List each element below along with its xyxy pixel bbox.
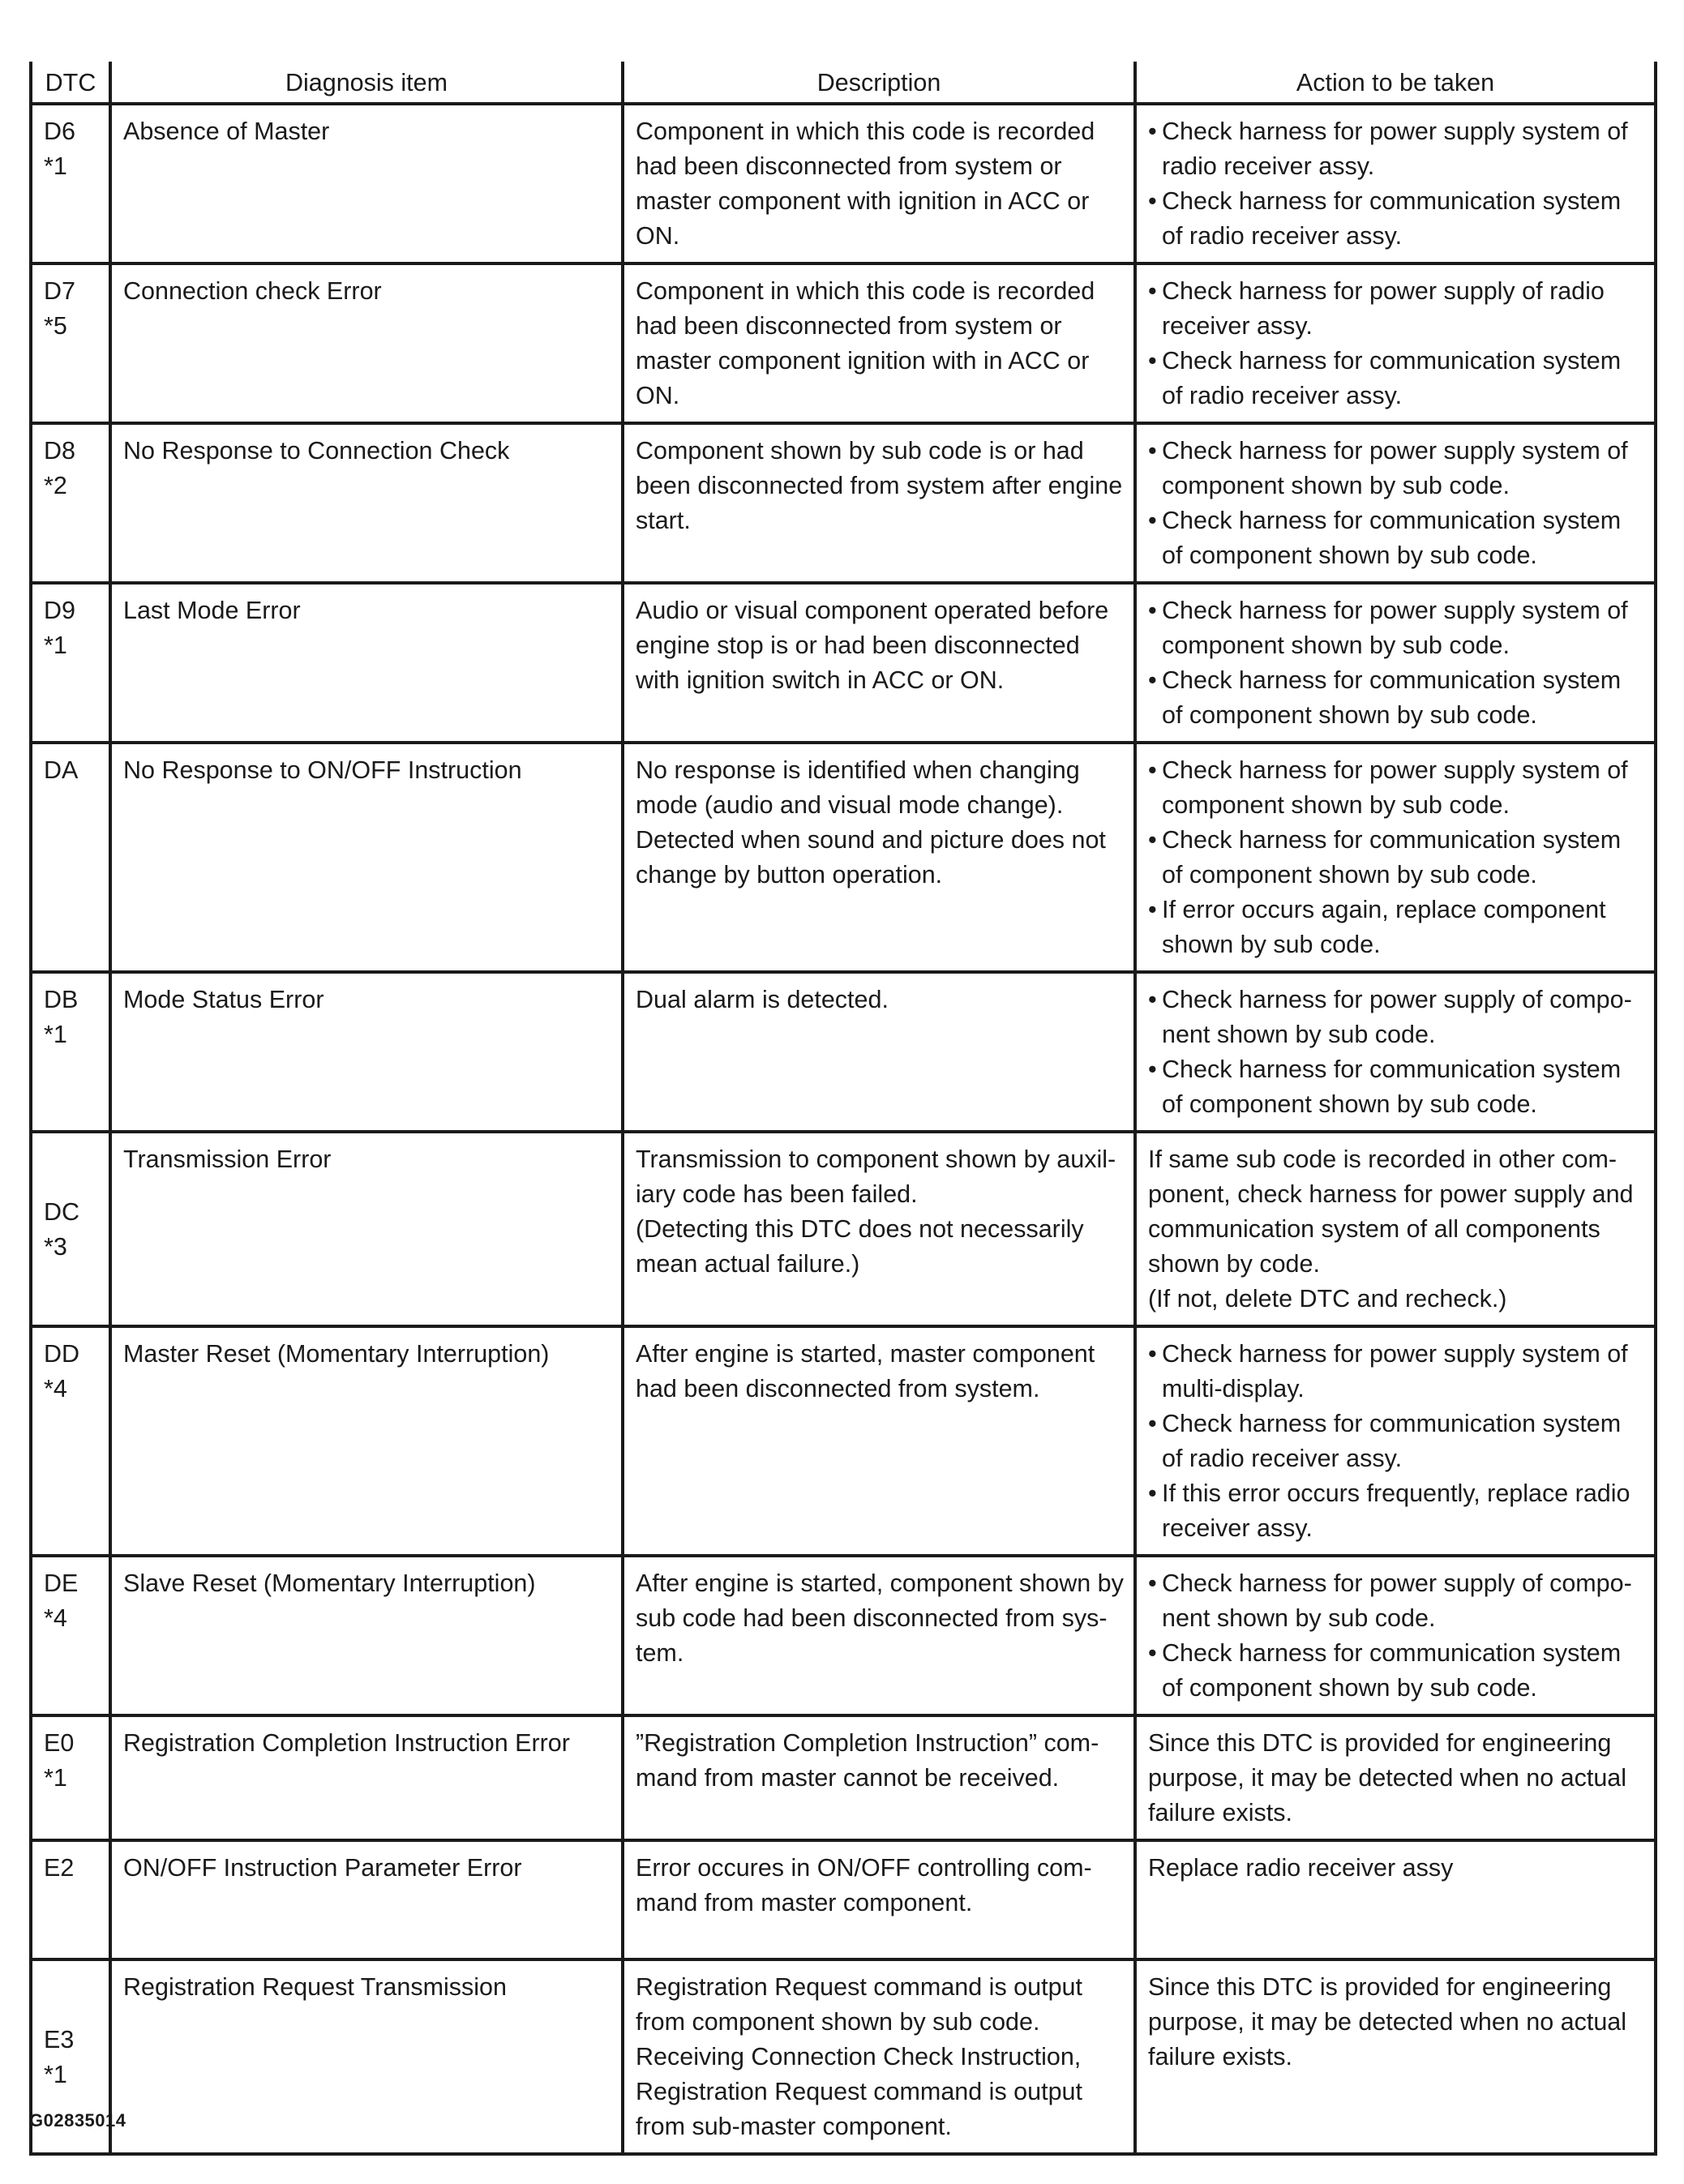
description-line: ON. bbox=[636, 382, 680, 409]
action-line: • If this error occurs frequently, replace radio bbox=[1162, 1480, 1630, 1507]
description-cell bbox=[623, 1715, 1135, 1840]
table-row bbox=[31, 423, 1656, 583]
dtc-note: *5 bbox=[44, 312, 67, 340]
table-row bbox=[31, 583, 1656, 743]
diagnosis-item-cell: Master Reset (Momentary Interruption) bbox=[110, 1326, 623, 1556]
description-line: Dual alarm is detected. bbox=[636, 986, 889, 1013]
action-line: • Check harness for communication system bbox=[1162, 347, 1622, 375]
description-cell bbox=[623, 583, 1135, 743]
action-item bbox=[1148, 503, 1644, 573]
action-item bbox=[1148, 1476, 1644, 1546]
action-line: • Check harness for power supply of compo- bbox=[1162, 1569, 1632, 1597]
action-line: Since this DTC is provided for engineering bbox=[1148, 1973, 1612, 2001]
action-line: of component shown by sub code. bbox=[1162, 701, 1537, 729]
dtc-code: DC bbox=[44, 1197, 80, 1226]
table-row bbox=[31, 104, 1656, 263]
action-line: • Check harness for power supply of compo- bbox=[1162, 986, 1632, 1013]
action-line: • Check harness for communication system bbox=[1162, 666, 1622, 694]
action-item bbox=[1148, 823, 1644, 893]
diagnosis-item-cell: No Response to Connection Check bbox=[110, 423, 623, 583]
diagnosis-item-cell: Mode Status Error bbox=[110, 972, 623, 1132]
action-line: • Check harness for communication system bbox=[1162, 187, 1622, 215]
description-line: tem. bbox=[636, 1639, 684, 1667]
action-item bbox=[1148, 1636, 1644, 1706]
dtc-note: *1 bbox=[44, 632, 67, 659]
action-line: of component shown by sub code. bbox=[1162, 1090, 1537, 1118]
description-line: iary code has been failed. bbox=[636, 1180, 918, 1208]
description-cell bbox=[623, 972, 1135, 1132]
description-line: master component with ignition in ACC or bbox=[636, 187, 1090, 215]
action-line: nent shown by sub code. bbox=[1162, 1604, 1436, 1632]
action-line: radio receiver assy. bbox=[1162, 152, 1375, 180]
action-list bbox=[1148, 274, 1644, 413]
action-list bbox=[1148, 593, 1644, 733]
dtc-cell bbox=[31, 104, 110, 263]
action-cell bbox=[1135, 1556, 1656, 1715]
description-line: master component ignition with in ACC or bbox=[636, 347, 1090, 375]
description-line: engine stop is or had been disconnected bbox=[636, 632, 1080, 659]
dtc-cell bbox=[31, 1840, 110, 1959]
diagnosis-item-cell: Transmission Error bbox=[110, 1132, 623, 1326]
action-item bbox=[1148, 983, 1644, 1052]
action-item bbox=[1148, 1052, 1644, 1122]
action-item bbox=[1148, 893, 1644, 962]
diagnosis-item-cell: No Response to ON/OFF Instruction bbox=[110, 743, 623, 972]
action-item bbox=[1148, 344, 1644, 413]
action-line: purpose, it may be detected when no actual bbox=[1148, 2008, 1627, 2036]
header-action: Action to be taken bbox=[1135, 62, 1656, 104]
action-line: • Check harness for communication system bbox=[1162, 1639, 1622, 1667]
action-line: component shown by sub code. bbox=[1162, 632, 1510, 659]
action-line: • Check harness for communication system bbox=[1162, 1410, 1622, 1437]
action-cell bbox=[1135, 583, 1656, 743]
action-line: • If error occurs again, replace component bbox=[1162, 896, 1606, 923]
action-cell bbox=[1135, 263, 1656, 423]
description-cell bbox=[623, 423, 1135, 583]
description-line: Registration Request command is output bbox=[636, 1973, 1082, 2001]
dtc-cell bbox=[31, 1715, 110, 1840]
table-row bbox=[31, 1959, 1656, 2154]
description-cell bbox=[623, 1556, 1135, 1715]
action-cell bbox=[1135, 1715, 1656, 1840]
action-line: of component shown by sub code. bbox=[1162, 542, 1537, 569]
action-cell bbox=[1135, 1326, 1656, 1556]
description-line: mand from master cannot be received. bbox=[636, 1764, 1060, 1792]
description-cell bbox=[623, 104, 1135, 263]
description-line: mode (audio and visual mode change). bbox=[636, 791, 1064, 819]
action-line: purpose, it may be detected when no actual bbox=[1148, 1764, 1627, 1792]
description-cell bbox=[623, 1840, 1135, 1959]
action-line: Replace radio receiver assy bbox=[1148, 1854, 1454, 1882]
description-line: Transmission to component shown by auxil- bbox=[636, 1146, 1116, 1173]
description-line: ”Registration Completion Instruction” com- bbox=[636, 1729, 1099, 1757]
diagnosis-item-cell: Last Mode Error bbox=[110, 583, 623, 743]
description-line: change by button operation. bbox=[636, 861, 943, 889]
action-item bbox=[1148, 753, 1644, 823]
description-cell bbox=[623, 743, 1135, 972]
diagnosis-item-cell: Connection check Error bbox=[110, 263, 623, 423]
action-line: of radio receiver assy. bbox=[1162, 1445, 1403, 1472]
table-row bbox=[31, 972, 1656, 1132]
action-item bbox=[1148, 114, 1644, 184]
dtc-code: D8 bbox=[44, 437, 75, 465]
description-line: Detected when sound and picture does not bbox=[636, 826, 1106, 854]
header-diagnosis-item: Diagnosis item bbox=[110, 62, 623, 104]
dtc-note: *2 bbox=[44, 472, 67, 499]
description-line: (Detecting this DTC does not necessarily bbox=[636, 1215, 1084, 1243]
dtc-code: D9 bbox=[44, 597, 75, 624]
description-line: No response is identified when changing bbox=[636, 756, 1080, 784]
description-line: mean actual failure.) bbox=[636, 1250, 860, 1278]
action-line: • Check harness for power supply system of bbox=[1162, 597, 1628, 624]
action-line: failure exists. bbox=[1148, 2043, 1292, 2071]
table-row bbox=[31, 263, 1656, 423]
description-line: After engine is started, master component bbox=[636, 1340, 1095, 1368]
dtc-cell bbox=[31, 263, 110, 423]
dtc-code: DB bbox=[44, 986, 79, 1013]
diagnosis-item-cell: Registration Request Transmission bbox=[110, 1959, 623, 2154]
action-cell bbox=[1135, 743, 1656, 972]
action-item bbox=[1148, 1407, 1644, 1476]
action-line: of radio receiver assy. bbox=[1162, 222, 1403, 250]
action-line: • Check harness for communication system bbox=[1162, 507, 1622, 534]
dtc-cell bbox=[31, 1556, 110, 1715]
description-line: Component in which this code is recorded bbox=[636, 277, 1095, 305]
description-line: with ignition switch in ACC or ON. bbox=[636, 666, 1005, 694]
action-cell bbox=[1135, 1840, 1656, 1959]
action-line: • Check harness for communication system bbox=[1162, 826, 1622, 854]
dtc-cell bbox=[31, 1132, 110, 1326]
dtc-note: *4 bbox=[44, 1604, 67, 1632]
action-list bbox=[1148, 1337, 1644, 1546]
action-line: • Check harness for power supply system of bbox=[1162, 118, 1628, 145]
table-row bbox=[31, 1840, 1656, 1959]
action-item bbox=[1148, 1337, 1644, 1407]
action-list bbox=[1148, 114, 1644, 254]
description-line: Component in which this code is recorded bbox=[636, 118, 1095, 145]
action-item bbox=[1148, 274, 1644, 344]
table-body bbox=[31, 104, 1656, 2154]
action-cell bbox=[1135, 423, 1656, 583]
action-cell bbox=[1135, 104, 1656, 263]
description-line: had been disconnected from system or bbox=[636, 312, 1062, 340]
action-line: • Check harness for power supply system of bbox=[1162, 756, 1628, 784]
dtc-cell bbox=[31, 423, 110, 583]
dtc-code: E2 bbox=[44, 1854, 75, 1882]
action-line: of radio receiver assy. bbox=[1162, 382, 1403, 409]
description-cell bbox=[623, 1326, 1135, 1556]
description-line: Audio or visual component operated before bbox=[636, 597, 1109, 624]
diagnosis-item-cell: Absence of Master bbox=[110, 104, 623, 263]
description-line: ON. bbox=[636, 222, 680, 250]
table-header-row bbox=[31, 62, 1656, 104]
action-line: shown by code. bbox=[1148, 1250, 1320, 1278]
action-line: of component shown by sub code. bbox=[1162, 1674, 1537, 1702]
dtc-code: DE bbox=[44, 1569, 79, 1597]
diagnosis-item-cell: ON/OFF Instruction Parameter Error bbox=[110, 1840, 623, 1959]
dtc-cell bbox=[31, 583, 110, 743]
action-line: receiver assy. bbox=[1162, 1514, 1313, 1542]
dtc-code: D7 bbox=[44, 277, 75, 305]
description-line: After engine is started, component shown by bbox=[636, 1569, 1124, 1597]
action-list bbox=[1148, 1566, 1644, 1706]
description-line: Registration Request command is output bbox=[636, 2078, 1082, 2105]
dtc-sheet bbox=[29, 62, 1654, 2156]
description-cell bbox=[623, 1959, 1135, 2154]
action-list bbox=[1148, 983, 1644, 1122]
table-row bbox=[31, 1326, 1656, 1556]
action-item bbox=[1148, 434, 1644, 503]
description-line: start. bbox=[636, 507, 691, 534]
action-line: If same sub code is recorded in other com- bbox=[1148, 1146, 1618, 1173]
dtc-code: E3 bbox=[44, 2025, 75, 2053]
action-cell bbox=[1135, 1959, 1656, 2154]
diagnosis-item-cell: Slave Reset (Momentary Interruption) bbox=[110, 1556, 623, 1715]
action-line: nent shown by sub code. bbox=[1162, 1021, 1436, 1048]
description-line: Error occures in ON/OFF controlling com- bbox=[636, 1854, 1092, 1882]
action-item bbox=[1148, 593, 1644, 663]
dtc-note: *1 bbox=[44, 1764, 67, 1792]
description-line: from component shown by sub code. bbox=[636, 2008, 1040, 2036]
action-line: multi-display. bbox=[1162, 1375, 1305, 1402]
action-list bbox=[1148, 434, 1644, 573]
action-line: component shown by sub code. bbox=[1162, 791, 1510, 819]
description-line: mand from master component. bbox=[636, 1889, 973, 1916]
dtc-note: *4 bbox=[44, 1375, 67, 1402]
action-list bbox=[1148, 753, 1644, 962]
action-line: communication system of all components bbox=[1148, 1215, 1600, 1243]
action-line: failure exists. bbox=[1148, 1799, 1292, 1826]
description-line: been disconnected from system after engine bbox=[636, 472, 1123, 499]
action-line: • Check harness for power supply of radio bbox=[1162, 277, 1605, 305]
action-line: receiver assy. bbox=[1162, 312, 1313, 340]
dtc-cell bbox=[31, 743, 110, 972]
table-row bbox=[31, 1132, 1656, 1326]
description-line: had been disconnected from system. bbox=[636, 1375, 1040, 1402]
table-row bbox=[31, 743, 1656, 972]
action-line: • Check harness for power supply system of bbox=[1162, 1340, 1628, 1368]
dtc-code: E0 bbox=[44, 1729, 75, 1757]
action-line: • Check harness for power supply system of bbox=[1162, 437, 1628, 465]
figure-id: G02835014 bbox=[29, 2110, 126, 2130]
description-line: Component shown by sub code is or had bbox=[636, 437, 1084, 465]
description-line: sub code had been disconnected from sys- bbox=[636, 1604, 1108, 1632]
action-cell bbox=[1135, 972, 1656, 1132]
dtc-cell bbox=[31, 1326, 110, 1556]
action-item bbox=[1148, 1566, 1644, 1636]
description-cell bbox=[623, 263, 1135, 423]
dtc-code: DD bbox=[44, 1340, 80, 1368]
table-row bbox=[31, 1715, 1656, 1840]
dtc-cell bbox=[31, 972, 110, 1132]
table-row bbox=[31, 1556, 1656, 1715]
dtc-note: *1 bbox=[44, 2060, 67, 2088]
action-cell bbox=[1135, 1132, 1656, 1326]
action-item bbox=[1148, 184, 1644, 254]
action-line: ponent, check harness for power supply and bbox=[1148, 1180, 1634, 1208]
dtc-note: *1 bbox=[44, 1021, 67, 1048]
action-line: shown by sub code. bbox=[1162, 931, 1381, 958]
action-item bbox=[1148, 663, 1644, 733]
action-line: • Check harness for communication system bbox=[1162, 1056, 1622, 1083]
action-line: of component shown by sub code. bbox=[1162, 861, 1537, 889]
dtc-table bbox=[29, 62, 1657, 2156]
action-line: Since this DTC is provided for engineering bbox=[1148, 1729, 1612, 1757]
description-cell bbox=[623, 1132, 1135, 1326]
dtc-note: *1 bbox=[44, 152, 67, 180]
description-line: from sub-master component. bbox=[636, 2113, 952, 2140]
action-line: (If not, delete DTC and recheck.) bbox=[1148, 1285, 1507, 1313]
diagnosis-item-cell: Registration Completion Instruction Error bbox=[110, 1715, 623, 1840]
dtc-code: D6 bbox=[44, 118, 75, 145]
dtc-note: *3 bbox=[44, 1232, 67, 1261]
action-line: component shown by sub code. bbox=[1162, 472, 1510, 499]
dtc-code: DA bbox=[44, 756, 79, 784]
description-line: Receiving Connection Check Instruction, bbox=[636, 2043, 1082, 2071]
header-dtc: DTC bbox=[31, 62, 110, 104]
header-description: Description bbox=[623, 62, 1135, 104]
description-line: had been disconnected from system or bbox=[636, 152, 1062, 180]
